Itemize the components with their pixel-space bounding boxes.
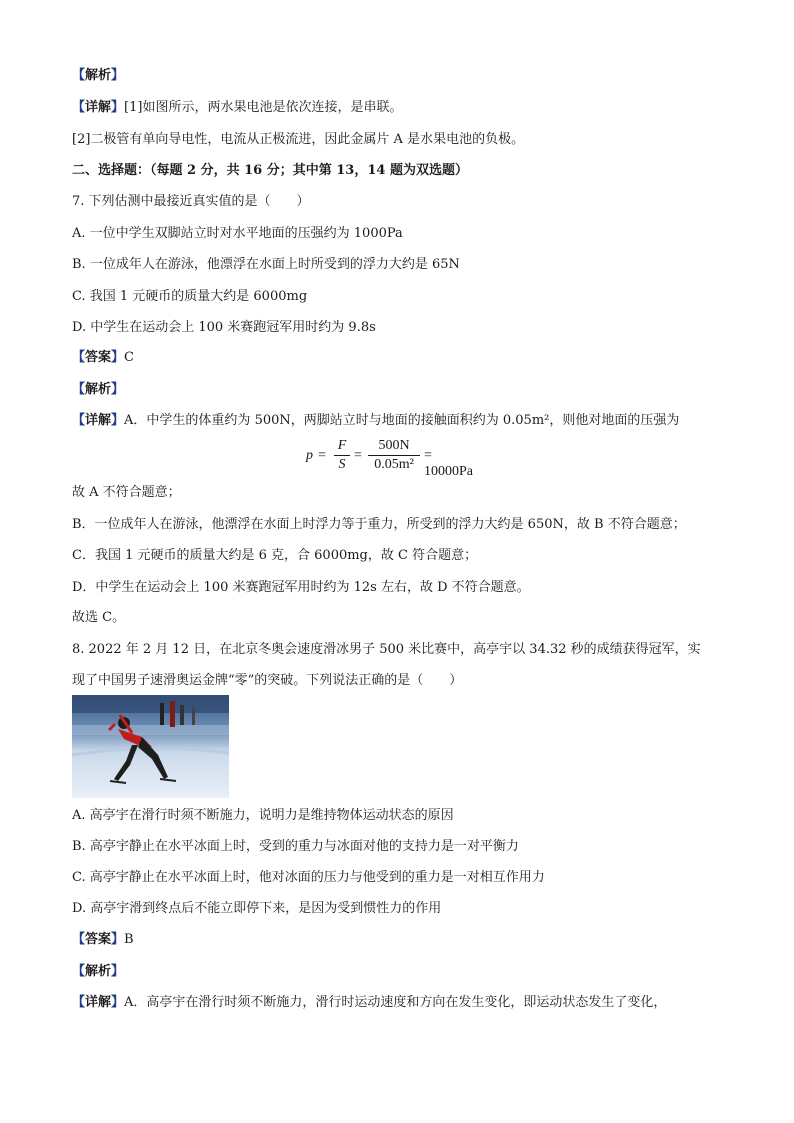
skater-illustration	[72, 695, 229, 798]
body-text: B．一位成年人在游泳，他漂浮在水面上时浮力等于重力，所受到的浮力大约是 650N，故 B 不符合题意；	[72, 517, 686, 532]
answer-line: 【答案】B	[72, 932, 134, 947]
question-8-cont: 现了中国男子速滑奥运金牌“零”的突破。下列说法正确的是（ ）	[72, 673, 463, 688]
option-d: D. 中学生在运动会上 100 米赛跑冠军用时约为 9.8s	[72, 320, 376, 335]
option-c: C. 我国 1 元硬币的质量大约是 6000mg	[72, 289, 308, 304]
formula-eq-2: =	[354, 448, 362, 463]
analysis-heading: 【解析】	[72, 68, 125, 83]
formula-eq: =	[318, 448, 326, 463]
detail-line: 【详解】A．高亭宇在滑行时须不断施力，滑行时运动速度和方向在发生变化，即运动状态发生了变化，	[72, 995, 667, 1010]
question-8: 8. 2022 年 2 月 12 日，在北京冬奥会速度滑冰男子 500 米比赛中，高亭宇以 34.32 秒的成绩获得冠军，实	[72, 642, 701, 657]
option-d: D. 高亭宇滑到终点后不能立即停下来，是因为受到惯性力的作用	[72, 901, 442, 916]
detail-line: 【详解】A．中学生的体重约为 500N，两脚站立时与地面的接触面积约为 0.05m²，则他对地面的压强为	[72, 413, 680, 428]
section-heading: 二、选择题：（每题 2 分，共 16 分；其中第 13，14 题为双选题）	[72, 163, 468, 178]
fraction-values: 500N 0.05m²	[368, 438, 420, 473]
body-text: 故 A 不符合题意；	[72, 485, 181, 500]
formula-lhs: p	[306, 448, 313, 463]
option-c: C. 高亭宇静止在水平冰面上时，他对冰面的压力与他受到的重力是一对相互作用力	[72, 870, 545, 885]
tag-label: 解析	[85, 68, 112, 83]
detail-line: 【详解】[1]如图所示，两水果电池是依次连接，是串联。	[72, 100, 403, 115]
tag-open-bracket: 【	[72, 68, 86, 83]
analysis-heading: 【解析】	[72, 964, 125, 979]
option-b: B. 高亭宇静止在水平冰面上时，受到的重力与冰面对他的支持力是一对平衡力	[72, 839, 519, 854]
analysis-heading: 【解析】	[72, 382, 125, 397]
speed-skater-photo	[72, 695, 229, 798]
formula-result: = 10000Pa	[424, 448, 473, 479]
fraction-f-over-s: F S	[334, 438, 350, 473]
option-b: B. 一位成年人在游泳，他漂浮在水面上时所受到的浮力大约是 65N	[72, 257, 460, 272]
option-a: A. 一位中学生双脚站立时对水平地面的压强约为 1000Pa	[72, 226, 403, 241]
body-text: D．中学生在运动会上 100 米赛跑冠军用时约为 12s 左右，故 D 不符合题意。	[72, 580, 530, 595]
body-text: C．我国 1 元硬币的质量大约是 6 克，合 6000mg，故 C 符合题意；	[72, 548, 478, 563]
answer-line: 【答案】C	[72, 350, 134, 365]
body-text: 故选 C。	[72, 610, 126, 625]
option-a: A. 高亭宇在滑行时须不断施力，说明力是维持物体运动状态的原因	[72, 808, 454, 823]
body-text: [2]二极管有单向导电性，电流从正极流进，因此金属片 A 是水果电池的负极。	[72, 132, 525, 147]
question-7: 7. 下列估测中最接近真实值的是（ ）	[72, 194, 310, 209]
